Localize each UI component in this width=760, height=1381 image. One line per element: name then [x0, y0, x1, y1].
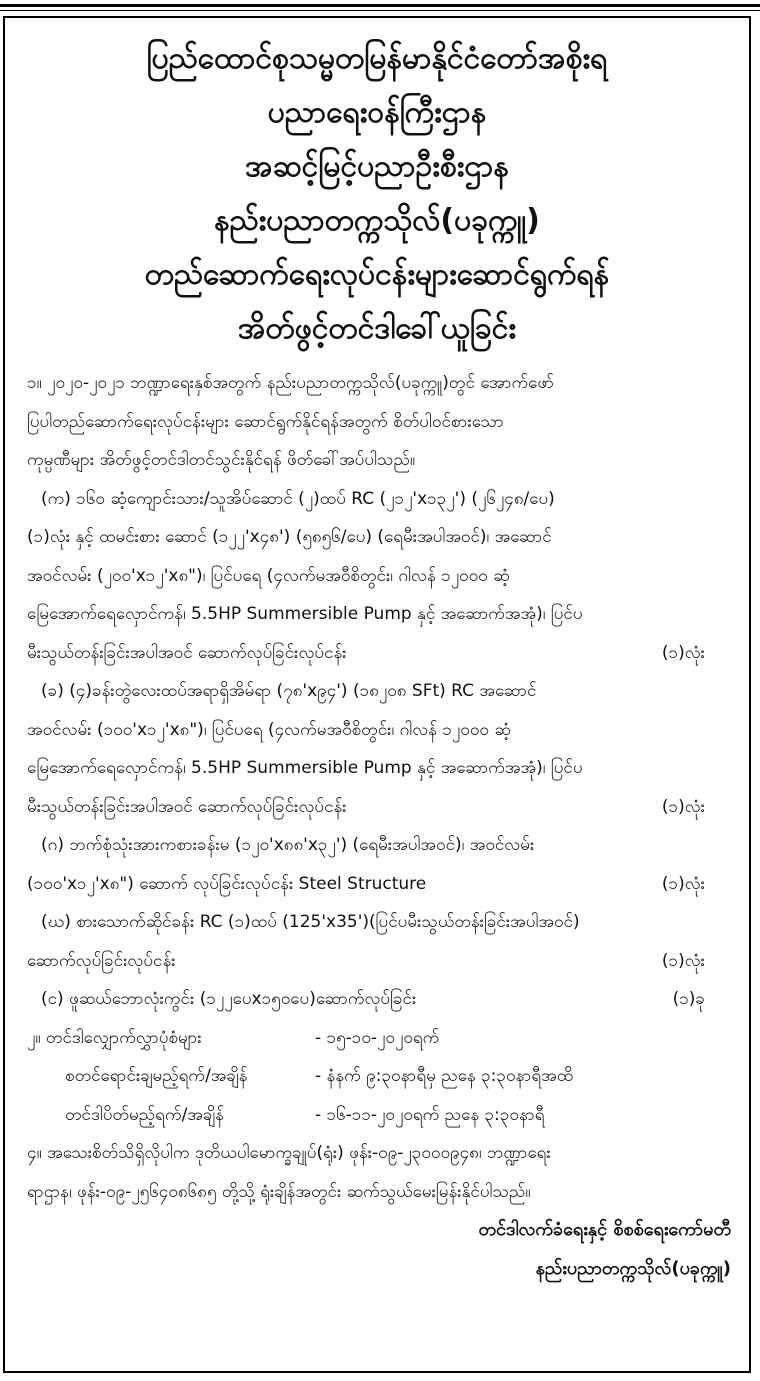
announcement-body: [5, 356, 749, 1288]
signature-committee: တင်ဒါလက်ခံရေးနှင့် စိစစ်ရေးကော်မတီ: [478, 1219, 731, 1240]
intro-line: ပြပါတည်ဆောက်ရေးလုပ်ငန်းများ ဆောင်ရွက်နိုင်ရန်အတွက် စိတ်ပါဝင်စားသော: [27, 411, 504, 432]
item-kha-line: မြေအောက်ရေလှောင်ကန်၊ 5.5HP Summersible Pump နှင့် အဆောက်အအုံ)၊ ပြင်ပ: [27, 758, 583, 778]
item-ga-qty: (၁)လုံး: [661, 873, 705, 894]
title-line-6: အိတ်ဖွင့်တင်ဒါခေါ်ယူခြင်း: [237, 311, 517, 346]
item-nga-qty: (၁)ခု: [672, 989, 705, 1009]
contact-line: ၄။ အသေးစိတ်သိရှိလိုပါက ဒုတိယပါမောက္ခချုပ်(ရုံး) ဖုန်း-၀၉-၂၃၀၀၀၉၄၈၊ ဘဏ္ဍာရေး: [27, 1143, 551, 1163]
item-gha-last-row: [27, 942, 731, 981]
item-kha-qty: (၁)လုံး: [661, 796, 705, 817]
item-ka-line: မြေအောက်ရေလှောင်ကန်၊ 5.5HP Summersible Pump နှင့် အဆောက်အအုံ)၊ ပြင်ပ: [27, 604, 583, 624]
item-gha-qty: (၁)လုံး: [661, 950, 705, 971]
announcement-frame: [3, 16, 751, 1373]
item-gha-line: (ဃ) စားသောက်ဆိုင်ခန်း RC (၁)ထပ် (125'x35')(ပြင်ပမီးသွယ်တန်းခြင်းအပါအဝင်): [41, 912, 580, 932]
signature-university: နည်းပညာတက္ကသိုလ်(ပခုက္ကူ): [535, 1257, 731, 1279]
item-kha-line: (ခ) (၄)ခန်းတွဲလေးထပ်အရာရှိအိမ်ရာ (၇၈'x၉၄') (၁၈၂၀၈ SFt) RC အဆောင်: [41, 681, 537, 701]
schedule-value: - ၁၆-၁၁-၂၀၂၀ရက် ညနေ ၃:၃၀နာရီ: [315, 1104, 545, 1125]
schedule-row: [27, 1096, 731, 1135]
schedule-label: စတင်ရောင်းချမည့်ရက်/အချိန်: [65, 1066, 248, 1086]
schedule-value: - ၁၅-၁၀-၂၀၂၀ရက်: [315, 1027, 440, 1048]
schedule-row: [27, 1019, 731, 1058]
item-kha-line: အဝင်လမ်း (၁၀၀'x၁၂'x၈")၊ ပြင်ပရေ (၄လက်မအဝီစိတွင်း၊ ဂါလန် ၁၂၀၀၀ ဆံ့: [27, 719, 511, 740]
contact-line: ရာဌာန၊ ဖုန်း-၀၉-၂၅၆၄၀၈၆၈၅ တို့သို့ ရုံးချိန်အတွင်း ဆက်သွယ်မေးမြန်းနိုင်ပါသည်။: [27, 1181, 531, 1202]
item-ka-last-row: [27, 634, 731, 673]
item-nga-row: [27, 980, 731, 1019]
item-ka-line: (၁)လုံး နှင့် ထမင်းစား ဆောင် (၁၂၂'x၄၈') (၅၈၅၆/ပေ) (ရေမီးအပါအဝင်)၊ အဆောင်: [27, 527, 552, 547]
item-nga-text: (င) ဖူဆယ်ဘောလုံးကွင်း (၁၂၂ပေx၁၅၀ပေ)ဆောက်လုပ်ခြင်း: [41, 989, 417, 1009]
announcement-title: [5, 32, 749, 356]
title-line-5: တည်ဆောက်ရေးလုပ်ငန်းများဆောင်ရွက်ရန်: [144, 257, 610, 292]
schedule-row: [27, 1057, 731, 1096]
item-ka-qty: (၁)လုံး: [661, 642, 705, 663]
title-line-3: အဆင့်မြင့်ပညာဦးစီးဌာန: [245, 149, 509, 184]
title-line-2: ပညာရေးဝန်ကြီးဌာန: [267, 95, 487, 130]
top-rule-thin: [0, 10, 760, 11]
item-ga-last: (၁၀၀'x၁၂'x၈") ဆောက် လုပ်ခြင်းလုပ်ငန်း Steel Structure: [27, 873, 427, 894]
item-kha-last: မီးသွယ်တန်းခြင်းအပါအဝင် ဆောက်လုပ်ခြင်းလုပ်ငန်း: [27, 796, 347, 817]
item-ka-line: အဝင်လမ်း (၂၀၀'x၁၂'x၈")၊ ပြင်ပရေ (၄လက်မအဝီစိတွင်း၊ ဂါလန် ၁၂၀၀၀ ဆံ့: [27, 565, 510, 586]
item-ga-last-row: [27, 865, 731, 904]
intro-line: ၁။ ၂၀၂၀-၂၀၂၁ ဘဏ္ဍာရေးနှစ်အတွက် နည်းပညာတက္ကသိုလ်(ပခုက္ကူ)တွင် အောက်ဖော်: [27, 373, 555, 393]
item-ka-last: မီးသွယ်တန်းခြင်းအပါအဝင် ဆောက်လုပ်ခြင်းလုပ်ငန်း: [27, 642, 347, 663]
item-ka-line: (က) ၁၆၀ ဆံ့ကျောင်းသား/သူအိပ်ဆောင် (၂)ထပ် RC (၂၁၂'x၁၃၂') (၂၆၂၄၈/ပေ): [41, 488, 555, 509]
schedule-label: တင်ဒါပိတ်မည့်ရက်/အချိန်: [65, 1104, 224, 1125]
title-line-1: ပြည်ထောင်စုသမ္မတမြန်မာနိုင်ငံတော်အစိုးရ: [146, 41, 608, 76]
top-rule: [0, 4, 760, 7]
schedule-label: ၂။ တင်ဒါလျှောက်လွှာပုံစံများ: [27, 1027, 202, 1048]
item-gha-last: ဆောက်လုပ်ခြင်းလုပ်ငန်း: [27, 950, 176, 971]
item-ga-line: (ဂ) ဘက်စုံသုံးအားကစားခန်းမ (၁၂၀'x၈၈'x၃၂') (ရေမီးအပါအဝင်)၊ အဝင်လမ်း: [41, 835, 535, 855]
intro-line: ကုမ္ပဏီများ အိတ်ဖွင့်တင်ဒါတင်သွင်းနိုင်ရန် ဖိတ်ခေါ်အပ်ပါသည်။: [27, 450, 416, 470]
schedule-value: - နံနက် ၉:၃၀နာရီမှ ညနေ ၃:၃၀နာရီအထိ: [315, 1066, 574, 1086]
item-kha-last-row: [27, 788, 731, 827]
title-line-4: နည်းပညာတက္ကသိုလ်(ပခုက္ကူ): [214, 203, 540, 238]
